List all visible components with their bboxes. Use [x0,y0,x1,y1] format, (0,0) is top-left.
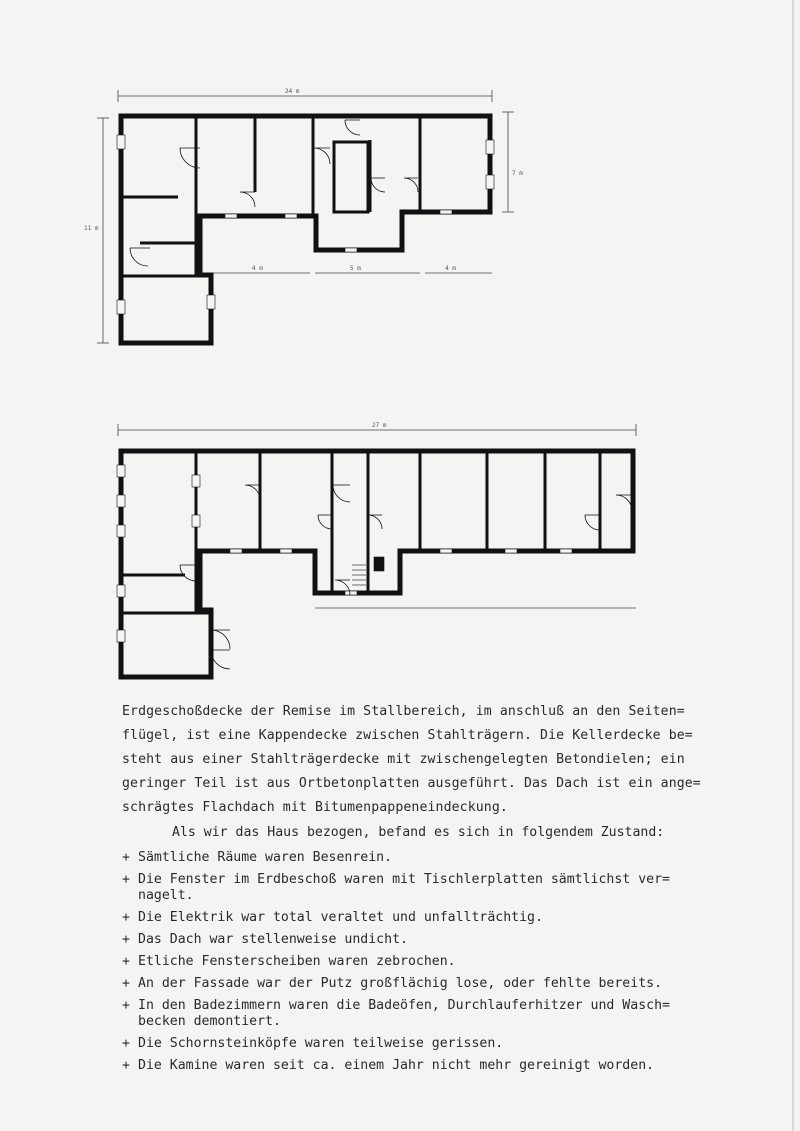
dim-label-bottom-b: 5 m [350,265,361,272]
list-item: + Etliche Fensterscheiben waren zebrochen. [122,954,456,969]
list-item: + Die Elektrik war total veraltet und unfallträchtig. [122,910,543,925]
walls-outer [121,116,490,343]
paragraph-line: geringer Teil ist aus Ortbetonplatten ausgeführt. Das Dach ist ein ange= [122,776,701,791]
dim-label-top: 27 m [372,422,387,429]
list-item: + Die Fenster im Erdbeschoß waren mit Tischlerplatten sämtlichst ver= nagelt. [122,872,670,903]
condition-list [122,850,682,1080]
dim-label-bottom-c: 4 m [445,265,456,272]
dim-label-bottom-a: 4 m [252,265,263,272]
list-item: + Die Schornsteinköpfe waren teilweise gerissen. [122,1036,504,1051]
list-item: + An der Fassade war der Putz großflächig lose, oder fehlte bereits. [122,976,663,991]
dim-label-right: 7 m [512,170,523,177]
dim-label-left: 11 m [84,225,99,232]
condition-intro: Als wir das Haus bezogen, befand es sich in folgendem Zustand: [172,825,665,840]
list-item: + Das Dach war stellenweise undicht. [122,932,408,947]
dim-label-top: 24 m [285,88,300,95]
list-item: + In den Badezimmern waren die Badeöfen, Durchlauferhitzer und Wasch= becken demontiert. [122,998,670,1029]
floor-plan-top [0,80,800,370]
doors [180,485,632,669]
paragraph-line: flügel, ist eine Kappendecke zwischen Stahlträgern. Die Kellerdecke be= [122,728,693,743]
description-paragraph [122,700,701,820]
paragraph-line: schrägtes Flachdach mit Bitumenpappeneindeckung. [122,800,508,815]
list-item: + Sämtliche Räume waren Besenrein. [122,850,393,865]
floor-plan-bottom [0,415,800,685]
list-item: + Die Kamine waren seit ca. einem Jahr nicht mehr gereinigt worden. [122,1058,655,1073]
windows [117,135,494,314]
paragraph-line: Erdgeschoßdecke der Remise im Stallbereich, im anschluß an den Seiten= [122,704,685,719]
paragraph-line: steht aus einer Stahlträgerdecke mit zwischengelegten Betondielen; ein [122,752,685,767]
